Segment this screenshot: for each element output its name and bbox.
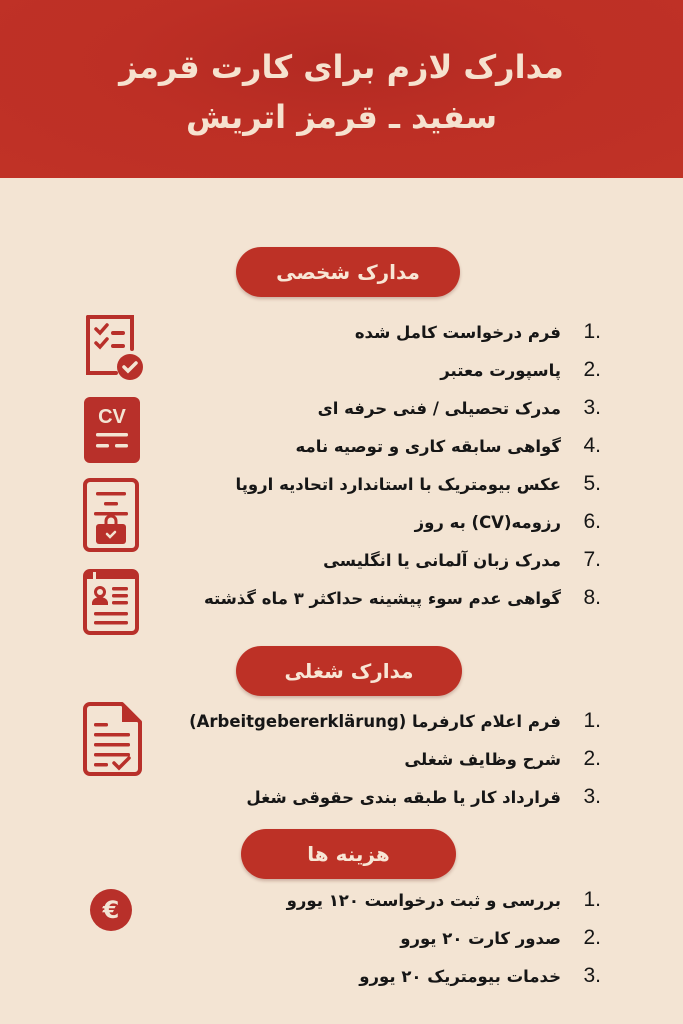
list-item: 2. صدور کارت ۲۰ یورو [400,926,601,949]
list-item: 1. فرم اعلام کارفرما (Arbeitgebererklärung) [189,709,601,732]
list-item: 3. خدمات بیومتریک ۲۰ یورو [359,964,601,987]
cv-document-icon [84,397,140,465]
signed-document-icon [82,701,146,777]
list-item: 3. قرارداد کار یا طبقه بندی حقوقی شغل [246,785,601,808]
section-heading-job-documents: مدارک شغلی [236,646,462,696]
id-profile-document-icon [82,568,140,636]
document-lock-icon [82,477,140,555]
page-title-line-1: مدارک لازم برای کارت قرمز [119,48,564,86]
list-item: 4. گواهی سابقه کاری و توصیه نامه [295,434,601,457]
fees-list [287,881,601,995]
job-documents-list [189,702,601,816]
section-heading-fees: هزینه ها [241,829,456,879]
section-heading-personal-documents: مدارک شخصی [236,247,460,297]
list-item: 5. عکس بیومتریک با استاندارد اتحادیه اروپا [235,472,601,495]
list-item: 2. پاسپورت معتبر [440,358,601,381]
list-item: 8. گواهی عدم سوء پیشینه حداکثر ۳ ماه گذشته [203,586,601,609]
page-title-line-2: سفید ـ قرمز اتریش [185,98,498,136]
list-item: 1. بررسی و ثبت درخواست ۱۲۰ یورو [286,888,601,911]
list-item: 7. مدرک زبان آلمانی یا انگلیسی [323,548,601,571]
svg-text:CV: CV [98,406,126,428]
checklist-document-icon [82,311,148,383]
header-banner [0,0,683,178]
list-item: 1. فرم درخواست کامل شده [354,320,601,343]
euro-icon [89,888,133,932]
list-item: 2. شرح وظایف شغلی [404,747,601,770]
personal-documents-list [204,313,601,617]
list-item: 6. رزومه(CV) به روز [414,510,601,533]
list-item: 3. مدرک تحصیلی / فنی حرفه ای [317,396,601,419]
svg-text:€: € [102,896,120,924]
